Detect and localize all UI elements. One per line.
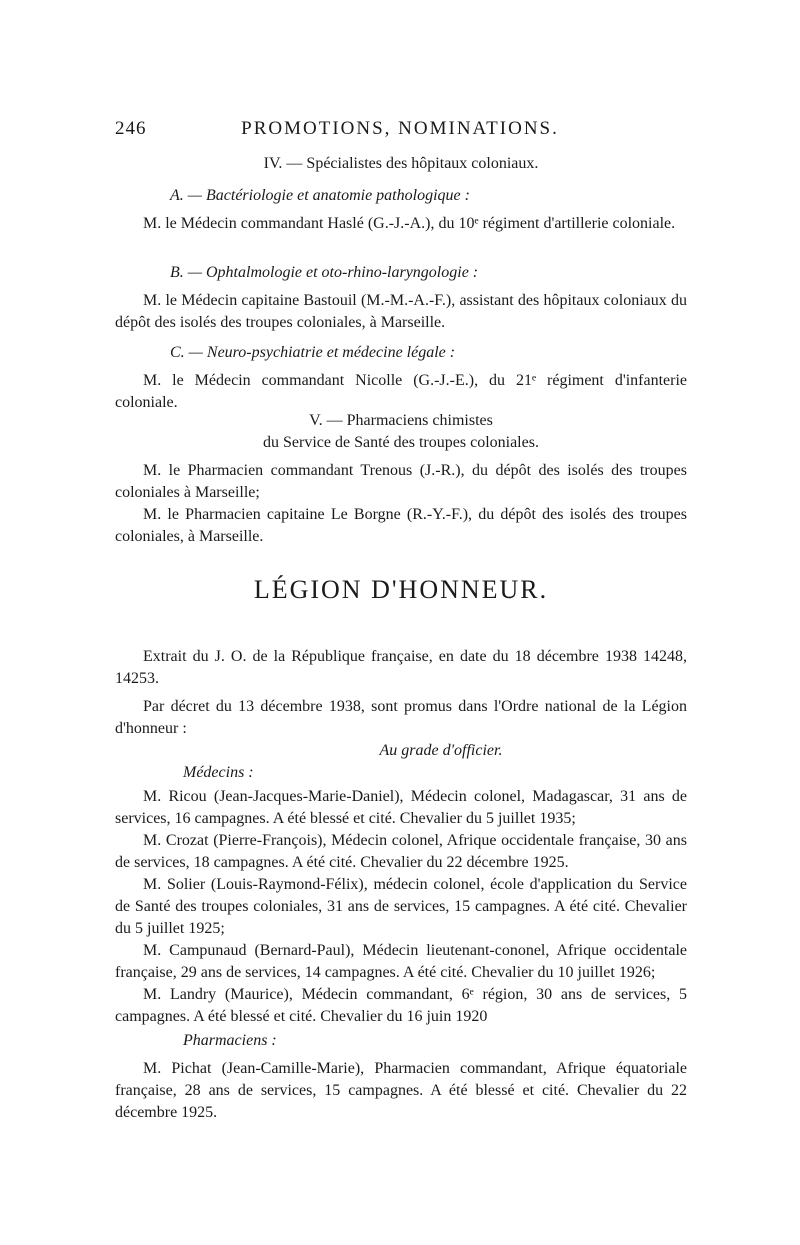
section-b-title: B. — Ophtalmologie et oto-rhino-laryngologie :: [170, 264, 479, 281]
medecin-entry: M. Ricou (Jean-Jacques-Marie-Daniel), Médecin colonel, Madagascar, 31 ans de services, 16 campagnes. A été blessé et cité. Chevalier du 5 juillet 1935;: [115, 788, 687, 827]
pharmaciens-label: Pharmaciens :: [183, 1032, 277, 1049]
section-b-entry: M. le Médecin capitaine Bastouil (M.-M.-A.-F.), assistant des hôpitaux coloniaux du dépôt des isolés des troupes coloniales, à Marseille.: [115, 292, 687, 331]
legion-decree: Par décret du 13 décembre 1938, sont promus dans l'Ordre national de la Légion d'honneur :: [115, 698, 687, 737]
medecin-entry: M. Campunaud (Bernard-Paul), Médecin lieutenant-cononel, Afrique occidentale française, 29 ans de services, 14 campagnes. A été cité. Chevalier du 10 juillet 1926;: [115, 942, 687, 981]
section-v-heading-line2: du Service de Santé des troupes coloniales.: [263, 434, 539, 451]
page-number: 246: [115, 118, 147, 139]
grade-heading: Au grade d'officier.: [379, 742, 503, 759]
section-v-heading-line1: V. — Pharmaciens chimistes: [309, 412, 493, 429]
medecin-entry: M. Crozat (Pierre-François), Médecin colonel, Afrique occidentale française, 30 ans de services, 18 campagnes. A été cité. Chevalier du 22 décembre 1925.: [115, 832, 687, 871]
running-head: PROMOTIONS, NOMINATIONS.: [241, 118, 559, 139]
medecins-label: Médecins :: [183, 764, 254, 781]
legion-title: LÉGION D'HONNEUR.: [253, 575, 549, 604]
section-iv-heading: IV. — Spécialistes des hôpitaux coloniaux.: [263, 155, 539, 172]
section-a-title: A. — Bactériologie et anatomie pathologique :: [170, 187, 470, 204]
medecin-entry: M. Solier (Louis-Raymond-Félix), médecin colonel, école d'application du Service de Santé des troupes coloniales, 31 ans de services, 15 campagnes. A été cité. Chevalier du 5 juillet 1925;: [115, 876, 687, 937]
legion-extract: Extrait du J. O. de la République française, en date du 18 décembre 1938 14248, 14253.: [115, 648, 687, 687]
medecin-entry: M. Landry (Maurice), Médecin commandant, 6ᵉ région, 30 ans de services, 5 campagnes. A été blessé et cité. Chevalier du 16 juin 1920: [115, 986, 687, 1025]
section-c-title: C. — Neuro-psychiatrie et médecine légale :: [170, 344, 456, 361]
section-c-entry: M. le Médecin commandant Nicolle (G.-J.-E.), du 21ᵉ régiment d'infanterie coloniale.: [115, 372, 687, 411]
section-a-entry: M. le Médecin commandant Haslé (G.-J.-A.), du 10ᵉ régiment d'artillerie coloniale.: [143, 215, 676, 232]
section-v-entry-2: M. le Pharmacien capitaine Le Borgne (R.-Y.-F.), du dépôt des isolés des troupes coloniales, à Marseille.: [115, 506, 687, 545]
pharmacien-entry: M. Pichat (Jean-Camille-Marie), Pharmacien commandant, Afrique équatoriale française, 28 ans de services, 15 campagnes. A été blessé et cité. Chevalier du 22 décembre 1925.: [115, 1060, 687, 1121]
section-v-entry-1: M. le Pharmacien commandant Trenous (J.-R.), du dépôt des isolés des troupes coloniales à Marseille;: [115, 462, 687, 501]
page-header: [115, 118, 685, 148]
